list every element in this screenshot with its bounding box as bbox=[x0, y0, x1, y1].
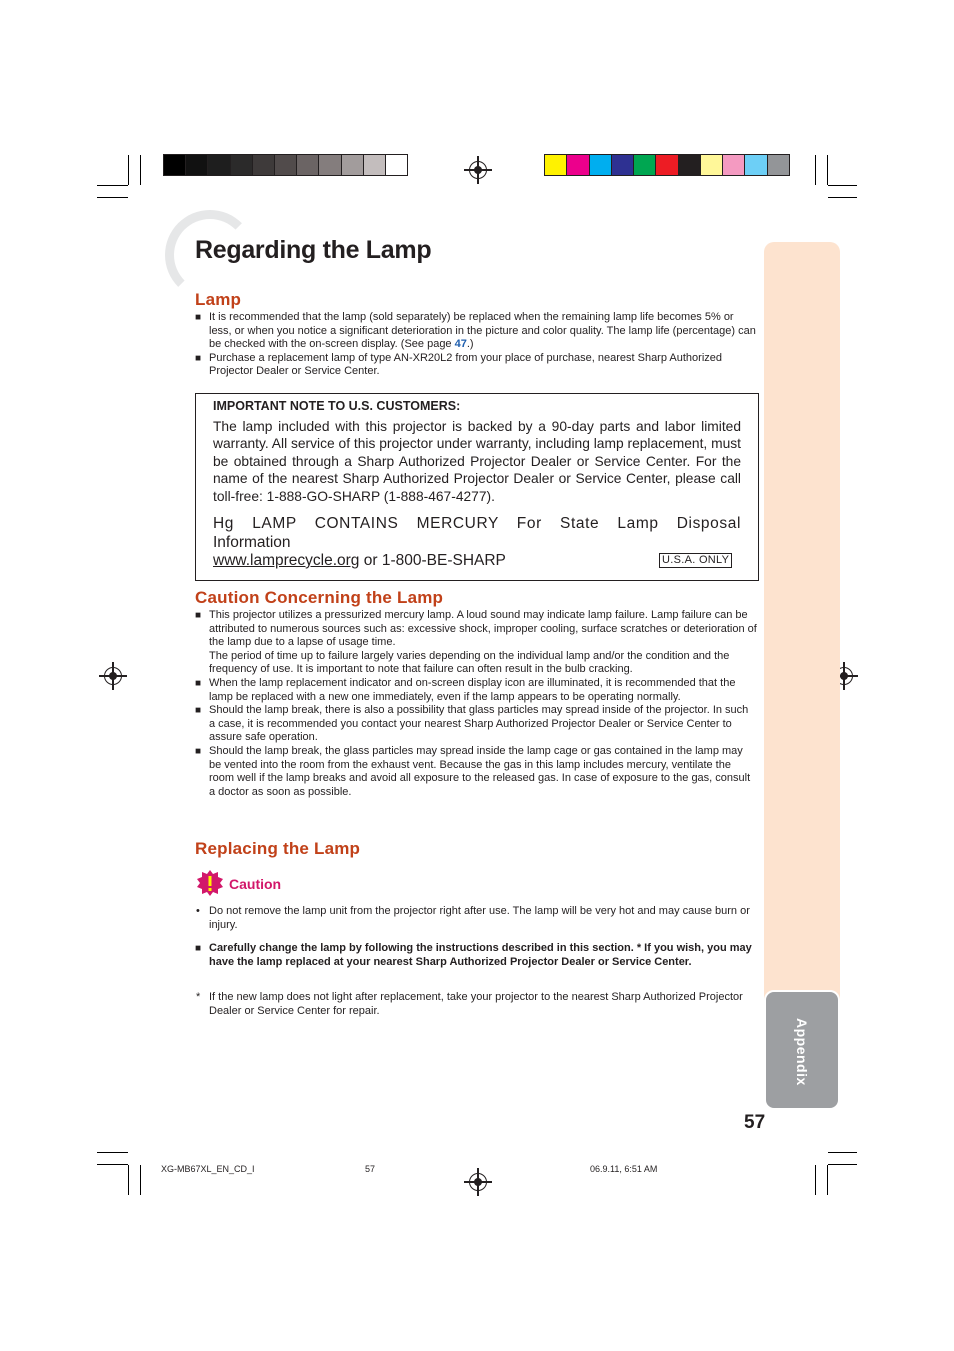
bullet-marker: ■ bbox=[195, 312, 202, 323]
registration-mark-icon bbox=[469, 161, 487, 179]
list-text: Purchase a replacement lamp of type AN-XR20L2 from your place of purchase, nearest Sharp Authorized Projector Dealer or Service Center. bbox=[209, 351, 723, 378]
recycle-phone: or 1-800-BE-SHARP bbox=[359, 552, 506, 569]
process-color-bar bbox=[544, 154, 790, 176]
caution-text: Do not remove the lamp unit from the projector right after use. The lamp will be very hot and may cause burn or injury. bbox=[209, 905, 750, 931]
list-text: Should the lamp break, the glass particles may spread inside the lamp cage or gas contained in the lamp may be vented into the room from the exhaust vent. Because the gas in this lamp includes mercury, ventilate the room well if the lamp breaks and avoid all exposure to the released gas. In case of exposure to the gas, consult a doctor as soon as possible. bbox=[209, 744, 751, 798]
color-swatch bbox=[701, 155, 723, 175]
list-item bbox=[195, 704, 757, 745]
list-item bbox=[195, 745, 757, 799]
list-item bbox=[195, 609, 757, 677]
registration-mark-icon bbox=[104, 667, 122, 685]
color-swatch bbox=[679, 155, 701, 175]
list-item bbox=[195, 311, 757, 352]
bullet-marker: ■ bbox=[195, 352, 202, 364]
lamp-list bbox=[195, 311, 757, 379]
caution-burst-icon bbox=[197, 870, 223, 896]
section-tab-label: Appendix bbox=[794, 1018, 810, 1086]
color-swatch bbox=[612, 155, 634, 175]
color-swatch bbox=[342, 155, 364, 175]
note-heading: IMPORTANT NOTE TO U.S. CUSTOMERS: bbox=[213, 399, 461, 413]
recycle-website-link[interactable]: www.lamprecycle.org bbox=[213, 552, 360, 569]
bullet-marker: ■ bbox=[195, 705, 202, 717]
instruction-note bbox=[195, 942, 755, 969]
mercury-notice-line: Information bbox=[213, 534, 291, 551]
instruction-text: Carefully change the lamp by following the instructions described in this section. * If you wish, you may have the lamp replaced at your nearest Sharp Authorized Projector Dealer or Service Center. bbox=[209, 942, 752, 968]
color-swatch bbox=[656, 155, 678, 175]
section-heading-lamp: Lamp bbox=[195, 290, 242, 309]
color-swatch bbox=[634, 155, 656, 175]
list-item bbox=[195, 677, 757, 704]
footer-page: 57 bbox=[365, 1164, 376, 1174]
footer-filename: XG-MB67XL_EN_CD_I bbox=[161, 1164, 255, 1174]
section-heading-caution: Caution Concerning the Lamp bbox=[195, 588, 444, 607]
color-swatch bbox=[590, 155, 612, 175]
list-text: Should the lamp break, there is also a possibility that glass particles may spread inside of the projector. In such a case, it is recommended you contact your nearest Sharp Authorized Projector Dealer or Service Center to assure safe operation. bbox=[209, 704, 749, 744]
recycle-contact bbox=[213, 552, 506, 570]
page-number: 57 bbox=[744, 1112, 766, 1133]
color-swatch bbox=[545, 155, 567, 175]
list-text: This projector utilizes a pressurized mercury lamp. A loud sound may indicate lamp failure. Lamp failure can be attributed to numerous sources such as: excessive shock, improper cooling, surface scratches or deterioration of the lamp due to a lapse of usage time. bbox=[209, 609, 757, 649]
color-swatch bbox=[231, 155, 253, 175]
list-item bbox=[195, 352, 757, 379]
color-swatch bbox=[745, 155, 767, 175]
footer-date: 06.9.11, 6:51 AM bbox=[590, 1164, 658, 1174]
color-swatch bbox=[297, 155, 319, 175]
list-text: It is recommended that the lamp (sold separately) be replaced when the remaining lamp life becomes 5% or less, or when you notice a significant deterioration in the picture and color quality. The lamp life (percentage) can be checked with the on-screen display. (See page bbox=[209, 311, 756, 351]
list-text: When the lamp replacement indicator and on-screen display icon are illuminated, it is recommended that the lamp be replaced with a new one immediately, even if the lamp appears to be operating normally. bbox=[209, 676, 736, 703]
color-swatch bbox=[186, 155, 208, 175]
bullet-marker: ■ bbox=[195, 943, 202, 954]
mercury-notice bbox=[213, 514, 741, 552]
color-swatch bbox=[723, 155, 745, 175]
color-swatch bbox=[319, 155, 341, 175]
footnote bbox=[195, 991, 755, 1018]
page-link[interactable]: 47 bbox=[454, 338, 467, 351]
note-body: The lamp included with this projector is backed by a 90-day parts and labor limited warranty. All service of this projector under warranty, including lamp replacement, must be obtained through a Sharp Authorized Projector Dealer or Service Center. For the name of the nearest Sharp Authorized Projector Dealer or Service Center, please call toll-free: 1-888-GO-SHARP (1-888-467-4277). bbox=[213, 419, 741, 504]
footnote-text: If the new lamp does not light after replacement, take your projector to the nearest Sharp Authorized Projector Dealer or Service Center for repair. bbox=[209, 991, 743, 1017]
registration-mark-icon bbox=[469, 1173, 487, 1191]
list-text: The period of time up to failure largely varies depending on the individual lamp and/or the condition and the frequency of use. It is important to note that failure can often result in the bulb cracking. bbox=[209, 649, 730, 676]
color-swatch bbox=[208, 155, 230, 175]
color-swatch bbox=[164, 155, 186, 175]
side-tab-background bbox=[764, 242, 840, 1002]
page-title: Regarding the Lamp bbox=[195, 236, 432, 264]
caution-note bbox=[195, 905, 755, 932]
color-swatch bbox=[364, 155, 386, 175]
section-heading-replacing: Replacing the Lamp bbox=[195, 839, 361, 858]
color-swatch bbox=[386, 155, 407, 175]
caution-list bbox=[195, 609, 757, 799]
footnote-marker: * bbox=[196, 991, 201, 1003]
color-swatch bbox=[253, 155, 275, 175]
caution-label: Caution bbox=[229, 876, 282, 892]
bullet-marker: ■ bbox=[195, 745, 202, 757]
bullet-marker: ■ bbox=[195, 610, 202, 621]
color-swatch bbox=[275, 155, 297, 175]
list-text: .) bbox=[466, 338, 474, 351]
mercury-notice-line: Hg LAMP CONTAINS MERCURY For State Lamp Disposal bbox=[213, 515, 741, 532]
color-swatch bbox=[768, 155, 789, 175]
bullet-marker: • bbox=[196, 905, 200, 917]
color-swatch bbox=[567, 155, 589, 175]
bullet-marker: ■ bbox=[195, 677, 202, 689]
usa-only-badge: U.S.A. ONLY bbox=[659, 553, 732, 568]
gray-color-bar bbox=[163, 154, 408, 176]
